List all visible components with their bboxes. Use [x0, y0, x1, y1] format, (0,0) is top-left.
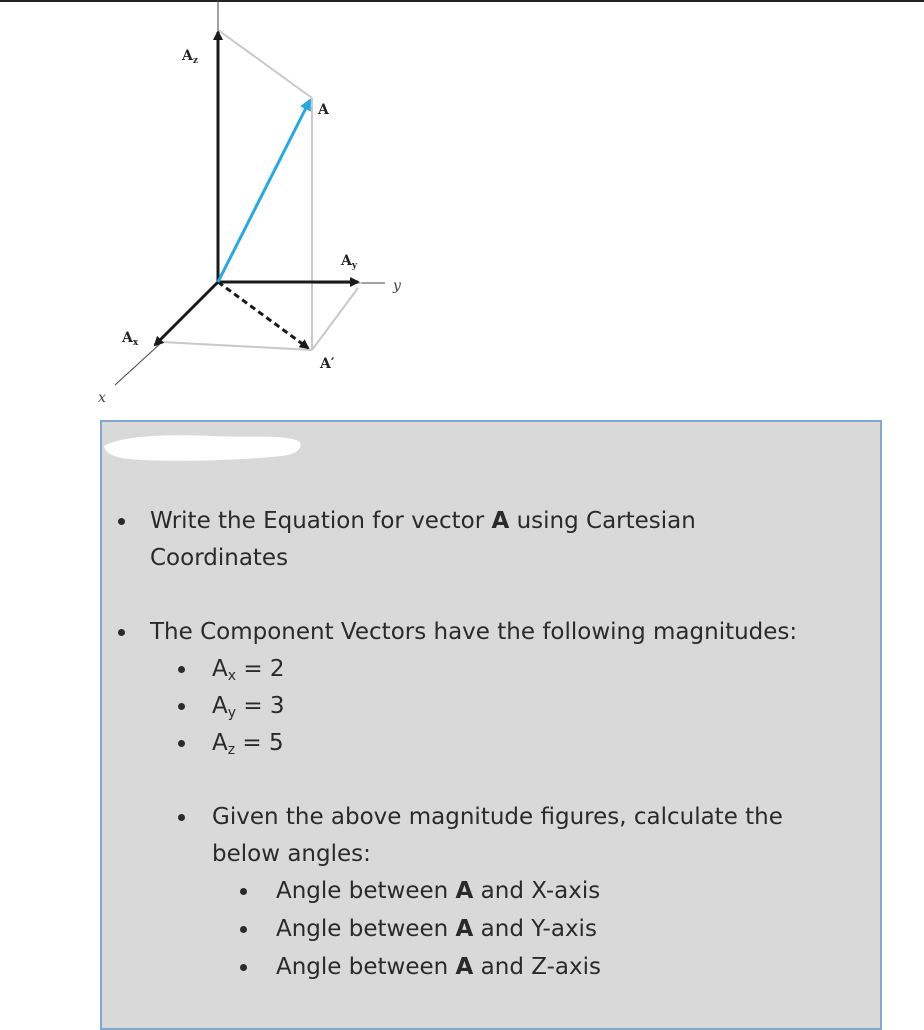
bullet	[178, 740, 185, 747]
redaction-blot	[102, 430, 302, 464]
angle-y: Angle between A and Y-axis	[276, 911, 597, 948]
angle-x: Angle between A and X-axis	[276, 873, 600, 910]
component-ay: $A_y = 3$	[212, 688, 285, 732]
label-ax: $A_x$	[122, 330, 139, 348]
bullet	[240, 926, 247, 933]
label-axis-y: y	[393, 278, 401, 294]
guide-lines	[162, 30, 362, 350]
bullet	[178, 703, 185, 710]
question-2: The Component Vectors have the following magnitudes:	[150, 614, 797, 651]
bullet	[118, 629, 125, 636]
bullet	[240, 888, 247, 895]
component-az: $A_z = 5$	[212, 725, 284, 769]
bullet	[178, 814, 185, 821]
question-3: Given the above magnitude figures, calculate the below angles:	[212, 799, 783, 873]
vector-a-arrow	[218, 100, 310, 282]
label-ay: $A_y$	[341, 253, 358, 271]
label-az: $A_z$	[182, 48, 198, 66]
component-ax: $A_x = 2$	[212, 651, 285, 695]
angle-z: Angle between A and Z-axis	[276, 949, 601, 986]
question-1: Write the Equation for vector A using Cartesian Coordinates	[150, 503, 696, 577]
vector-diagram	[0, 0, 420, 420]
x-axis-line	[115, 342, 162, 385]
bullet	[178, 666, 185, 673]
label-a: A	[318, 102, 329, 118]
bullet	[118, 518, 125, 525]
ax-arrow	[155, 282, 218, 345]
label-a-prime: A′	[320, 356, 335, 372]
a-prime-arrow	[218, 282, 308, 348]
label-axis-x: x	[98, 390, 106, 406]
bullet	[240, 964, 247, 971]
